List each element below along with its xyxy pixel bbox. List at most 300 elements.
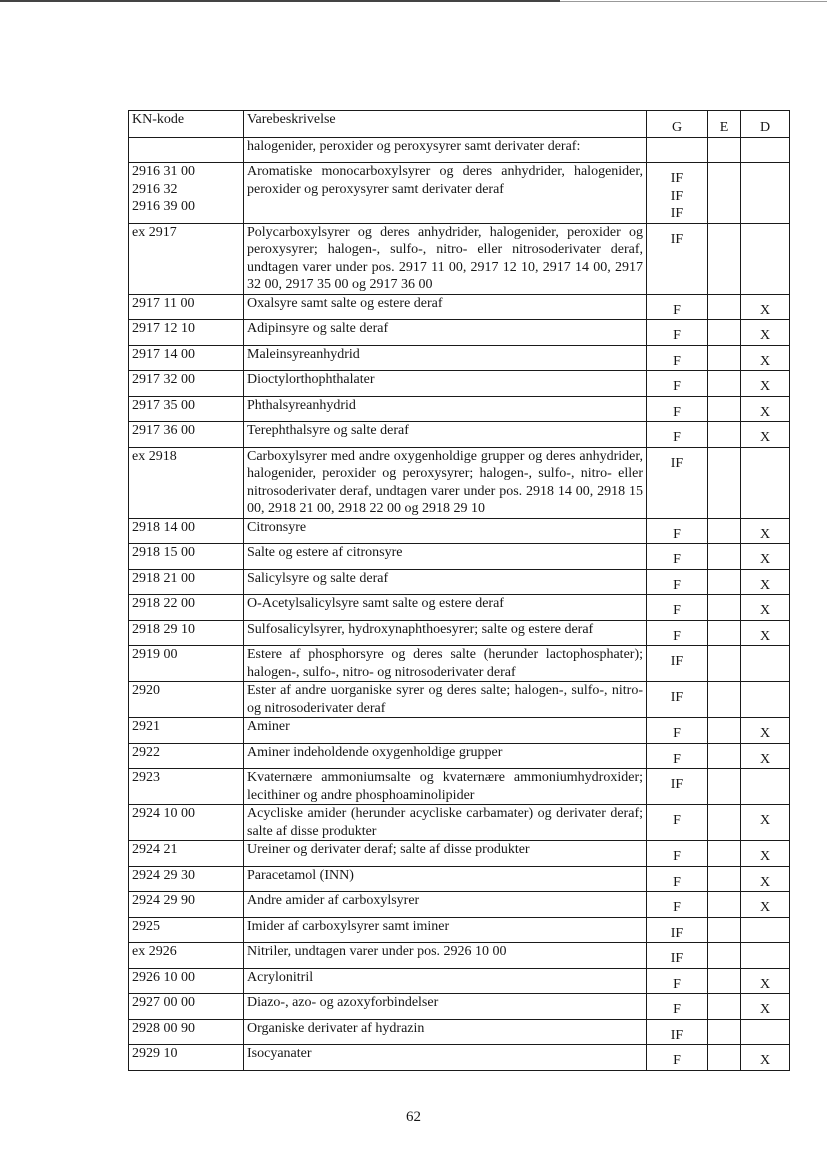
table-row (129, 718, 790, 744)
e-cell (708, 968, 741, 994)
kn-code-cell (129, 294, 244, 320)
g-cell (647, 137, 708, 163)
description-cell: halogenider, peroxider og peroxysyrer samt derivater deraf: (244, 137, 647, 163)
kn-code-cell (129, 943, 244, 969)
d-value: X (759, 526, 771, 542)
table-row (129, 447, 790, 518)
kn-code-cell (129, 544, 244, 570)
g-cell (647, 841, 708, 867)
d-cell (741, 620, 790, 646)
header-d-label: D (759, 120, 771, 135)
d-value: X (759, 379, 771, 394)
table-row (129, 294, 790, 320)
kn-code: 2917 11 00 (132, 295, 195, 311)
g-cell (647, 544, 708, 570)
table-row (129, 163, 790, 224)
d-cell (741, 320, 790, 346)
g-value: F (673, 302, 681, 318)
g-values (650, 170, 704, 223)
e-cell (708, 620, 741, 646)
table-row (129, 1045, 790, 1071)
kn-code-cell (129, 968, 244, 994)
kn-code-cell (129, 345, 244, 371)
g-cell (647, 968, 708, 994)
g-values (650, 628, 704, 646)
g-value: IF (670, 455, 684, 471)
d-cell (741, 841, 790, 867)
table-row (129, 345, 790, 371)
d-cell (741, 943, 790, 969)
g-cell (647, 518, 708, 544)
kn-code: 2918 14 00 (132, 519, 195, 535)
g-cell (647, 1019, 708, 1045)
g-cell (647, 994, 708, 1020)
table-row (129, 544, 790, 570)
e-cell (708, 345, 741, 371)
kn-code: 2918 29 10 (132, 621, 195, 637)
d-cell (741, 917, 790, 943)
g-cell (647, 917, 708, 943)
d-value: X (759, 726, 771, 741)
e-cell (708, 544, 741, 570)
d-value: X (759, 302, 771, 318)
e-cell (708, 595, 741, 621)
e-cell (708, 841, 741, 867)
kn-code-cell (129, 1019, 244, 1045)
kn-code-cell (129, 595, 244, 621)
d-cell (741, 569, 790, 595)
d-cell (741, 682, 790, 718)
kn-code: 2917 14 00 (132, 346, 195, 362)
header-description: Varebeskrivelse (244, 111, 647, 138)
d-value: X (759, 1053, 771, 1068)
g-value: F (673, 976, 681, 992)
g-cell (647, 345, 708, 371)
kn-code: 2924 29 90 (132, 893, 195, 908)
description-cell: Adipinsyre og salte deraf (244, 320, 647, 346)
description-cell: Carboxylsyrer med andre oxygenholdige grupper og deres anhydrider, halogenider, peroxider og peroxysyrer; halogen-, sulfo-, nitro- eller nitrosoderivater deraf, undtagen varer under pos. 2918 14 00, 2918 15 00, 2918 21 00, 2918 22 00 og 2918 29 10 (244, 447, 647, 518)
description-cell: Acrylonitril (244, 968, 647, 994)
e-cell (708, 422, 741, 448)
kn-code: 2919 00 (132, 647, 178, 662)
g-value: IF (670, 654, 684, 669)
d-value: X (759, 751, 771, 767)
kn-code: 2922 (132, 744, 160, 760)
kn-code: 2917 35 00 (132, 397, 195, 413)
g-value: F (673, 404, 681, 420)
e-cell (708, 769, 741, 805)
description-cell: Aminer (244, 718, 647, 744)
e-cell (708, 569, 741, 595)
kn-code-cell (129, 841, 244, 867)
g-value: F (673, 379, 681, 394)
g-cell (647, 595, 708, 621)
g-values (650, 1052, 704, 1070)
g-cell (647, 682, 708, 718)
e-cell (708, 320, 741, 346)
page-number: 62 (406, 1109, 421, 1125)
table-row (129, 518, 790, 544)
g-values (650, 1001, 704, 1019)
g-values (650, 725, 704, 743)
e-cell (708, 396, 741, 422)
table-row (129, 769, 790, 805)
kn-code-cell (129, 396, 244, 422)
e-cell (708, 1045, 741, 1071)
d-value: X (759, 552, 771, 567)
kn-code: 2917 36 00 (132, 423, 195, 438)
e-cell (708, 163, 741, 224)
g-cell (647, 163, 708, 224)
g-cell (647, 943, 708, 969)
g-values (650, 602, 704, 620)
d-cell (741, 892, 790, 918)
g-cell (647, 447, 708, 518)
header-g-label: G (671, 120, 683, 135)
kn-code-cell (129, 320, 244, 346)
description-cell: Ureiner og derivater deraf; salte af disse produkter (244, 841, 647, 867)
description-cell: Polycarboxylsyrer og deres anhydrider, halogenider, peroxider og peroxysyrer; halogen-, sulfo-, nitro- eller nitrosoderivater deraf, undtagen varer under pos. 2917 11 00, 2917 12 10, 2917 14 00, 2917 32 00, 2917 35 00 og 2917 36 00 (244, 223, 647, 294)
g-values (650, 404, 704, 422)
table-row (129, 223, 790, 294)
e-cell (708, 371, 741, 397)
header-kn-code: KN-kode (129, 111, 244, 138)
kn-code-cell (129, 743, 244, 769)
d-value: X (759, 976, 771, 992)
g-cell (647, 396, 708, 422)
kn-code-cell (129, 569, 244, 595)
description-cell: Sulfosalicylsyrer, hydroxynaphthoesyrer; salte og estere deraf (244, 620, 647, 646)
kn-code-cell (129, 620, 244, 646)
kn-code-cell (129, 137, 244, 163)
kn-code: 2920 (132, 683, 160, 698)
g-value: F (673, 726, 681, 741)
header-e (708, 111, 741, 138)
description-cell: Terephthalsyre og salte deraf (244, 422, 647, 448)
g-values (650, 812, 704, 830)
description-cell: Salicylsyre og salte deraf (244, 569, 647, 595)
kn-code-cell (129, 518, 244, 544)
description-cell: Acycliske amider (herunder acycliske carbamater) og derivater deraf; salte af disse produkter (244, 805, 647, 841)
g-value: F (673, 328, 681, 343)
kn-code: 2917 12 10 (132, 321, 195, 336)
d-cell (741, 137, 790, 163)
d-value: X (759, 1002, 771, 1017)
table-row (129, 866, 790, 892)
kn-code-cell (129, 447, 244, 518)
kn-code-cell (129, 769, 244, 805)
d-cell (741, 345, 790, 371)
d-value: X (759, 353, 771, 369)
description-cell: Organiske derivater af hydrazin (244, 1019, 647, 1045)
g-value: F (673, 751, 681, 767)
d-cell (741, 294, 790, 320)
d-cell (741, 422, 790, 448)
kn-code-table (128, 110, 790, 1071)
d-value: X (759, 430, 771, 445)
d-cell (741, 805, 790, 841)
description-cell: Aminer indeholdende oxygenholdige grupper (244, 743, 647, 769)
g-value: IF (670, 171, 684, 186)
description-cell: Phthalsyreanhydrid (244, 396, 647, 422)
g-values (650, 353, 704, 371)
g-value: IF (670, 925, 684, 941)
g-values (650, 976, 704, 994)
g-cell (647, 620, 708, 646)
g-value: F (673, 430, 681, 445)
kn-code-cell (129, 917, 244, 943)
description-cell: Kvaternære ammoniumsalte og kvaternære ammoniumhydroxider; lecithiner og andre phosphoaminolipider (244, 769, 647, 805)
g-values (650, 526, 704, 544)
d-cell (741, 866, 790, 892)
kn-code-cell (129, 422, 244, 448)
g-values (650, 302, 704, 320)
g-cell (647, 422, 708, 448)
description-cell: Salte og estere af citronsyre (244, 544, 647, 570)
g-value: F (673, 526, 681, 542)
e-cell (708, 866, 741, 892)
e-cell (708, 743, 741, 769)
description-cell: Diazo-, azo- og azoxyforbindelser (244, 994, 647, 1020)
e-cell (708, 646, 741, 682)
kn-code-cell (129, 682, 244, 718)
kn-code-cell (129, 1045, 244, 1071)
description-cell: Dioctylorthophthalater (244, 371, 647, 397)
g-values (650, 925, 704, 943)
kn-code: 2918 22 00 (132, 596, 195, 611)
table-row (129, 805, 790, 841)
kn-code: 2924 29 30 (132, 867, 195, 883)
d-cell (741, 1019, 790, 1045)
g-value: F (673, 874, 681, 890)
kn-code-cell (129, 805, 244, 841)
d-cell (741, 743, 790, 769)
table-row (129, 620, 790, 646)
kn-code: 2916 31 00 (132, 164, 195, 179)
g-value: F (673, 1002, 681, 1017)
g-values (650, 776, 704, 794)
table-row (129, 917, 790, 943)
d-value: X (759, 577, 771, 593)
header-d (741, 111, 790, 138)
kn-code: 2924 10 00 (132, 806, 195, 821)
d-cell (741, 163, 790, 224)
g-cell (647, 805, 708, 841)
g-value: F (673, 900, 681, 915)
d-value: X (759, 603, 771, 618)
table-row (129, 968, 790, 994)
table-row (129, 422, 790, 448)
d-value: X (759, 813, 771, 828)
g-cell (647, 569, 708, 595)
header-g (647, 111, 708, 138)
g-value: IF (670, 690, 684, 705)
e-cell (708, 892, 741, 918)
kn-code-cell (129, 163, 244, 224)
description-cell: Isocyanater (244, 1045, 647, 1071)
g-value: F (673, 552, 681, 567)
g-cell (647, 294, 708, 320)
kn-code: 2918 21 00 (132, 570, 195, 586)
kn-code: 2926 10 00 (132, 969, 195, 985)
g-values (650, 145, 704, 163)
kn-code: 2927 00 00 (132, 995, 195, 1010)
table-row (129, 371, 790, 397)
table-row (129, 682, 790, 718)
description-cell: Imider af carboxylsyrer samt iminer (244, 917, 647, 943)
g-value: IF (670, 231, 684, 247)
g-values (650, 950, 704, 968)
e-cell (708, 518, 741, 544)
table-row (129, 646, 790, 682)
table-row (129, 994, 790, 1020)
g-cell (647, 371, 708, 397)
d-value: X (759, 874, 771, 890)
header-e-label: E (719, 120, 729, 135)
g-value: IF (670, 777, 684, 792)
kn-code: 2929 10 (132, 1046, 178, 1061)
g-values (650, 1027, 704, 1045)
kn-code: 2923 (132, 770, 160, 785)
g-cell (647, 320, 708, 346)
d-value: X (759, 849, 771, 864)
e-cell (708, 1019, 741, 1045)
d-value: X (759, 628, 771, 644)
d-cell (741, 646, 790, 682)
kn-code: 2917 32 00 (132, 372, 195, 387)
description-cell: Estere af phosphorsyre og deres salte (herunder lactophosphater); halogen-, sulfo-, nitro- og nitrosoderivater deraf (244, 646, 647, 682)
g-values (650, 327, 704, 345)
table-header-row (129, 111, 790, 138)
g-cell (647, 892, 708, 918)
e-cell (708, 805, 741, 841)
description-cell: Ester af andre uorganiske syrer og deres salte; halogen-, sulfo-, nitro- og nitrosoderivater deraf (244, 682, 647, 718)
kn-code-cell (129, 646, 244, 682)
g-cell (647, 718, 708, 744)
g-value: F (673, 813, 681, 828)
e-cell (708, 994, 741, 1020)
g-values (650, 899, 704, 917)
g-cell (647, 866, 708, 892)
kn-code (132, 138, 240, 156)
g-values (650, 689, 704, 707)
description-cell: Oxalsyre samt salte og estere deraf (244, 294, 647, 320)
e-cell (708, 682, 741, 718)
d-cell (741, 769, 790, 805)
kn-code: 2916 32 (132, 181, 178, 197)
kn-code: 2921 (132, 719, 160, 734)
e-cell (708, 943, 741, 969)
kn-code: 2924 21 (132, 842, 178, 857)
g-cell (647, 646, 708, 682)
table-row (129, 943, 790, 969)
kn-code-cell (129, 994, 244, 1020)
g-value: F (673, 849, 681, 864)
g-value: F (673, 353, 681, 369)
kn-code-cell (129, 892, 244, 918)
scan-edge-line (0, 0, 560, 2)
g-value: F (673, 1053, 681, 1068)
g-values (650, 551, 704, 569)
kn-code: ex 2926 (132, 944, 177, 959)
g-values (650, 429, 704, 447)
d-cell (741, 1045, 790, 1071)
d-cell (741, 371, 790, 397)
e-cell (708, 137, 741, 163)
table-row (129, 841, 790, 867)
g-value: IF (670, 1027, 684, 1043)
table-row (129, 892, 790, 918)
kn-code: ex 2917 (132, 224, 177, 240)
d-cell (741, 223, 790, 294)
d-cell (741, 518, 790, 544)
g-values (650, 455, 704, 473)
table-row (129, 743, 790, 769)
e-cell (708, 447, 741, 518)
d-value: X (759, 900, 771, 915)
d-value: X (759, 328, 771, 343)
g-cell (647, 1045, 708, 1071)
kn-code: 2928 00 90 (132, 1020, 195, 1036)
g-values (650, 653, 704, 671)
g-cell (647, 769, 708, 805)
e-cell (708, 718, 741, 744)
g-cell (647, 743, 708, 769)
scan-edge-line-faint (560, 1, 827, 2)
d-cell (741, 396, 790, 422)
g-value: F (673, 603, 681, 618)
g-values (650, 848, 704, 866)
g-values (650, 378, 704, 396)
kn-code: ex 2918 (132, 448, 177, 464)
kn-code: 2918 15 00 (132, 545, 195, 560)
kn-code-cell (129, 223, 244, 294)
d-cell (741, 447, 790, 518)
table-row (129, 569, 790, 595)
d-cell (741, 994, 790, 1020)
kn-code-cell (129, 718, 244, 744)
g-value: IF (670, 188, 684, 204)
kn-code-cell (129, 866, 244, 892)
description-cell: O-Acetylsalicylsyre samt salte og estere deraf (244, 595, 647, 621)
d-value: X (759, 404, 771, 420)
kn-code: 2916 39 00 (132, 199, 195, 214)
table-row (129, 1019, 790, 1045)
g-cell (647, 223, 708, 294)
description-cell: Andre amider af carboxylsyrer (244, 892, 647, 918)
kn-code-cell (129, 371, 244, 397)
d-cell (741, 544, 790, 570)
g-values (650, 874, 704, 892)
d-cell (741, 718, 790, 744)
description-cell: Nitriler, undtagen varer under pos. 2926 10 00 (244, 943, 647, 969)
e-cell (708, 223, 741, 294)
d-cell (741, 968, 790, 994)
table-row (129, 595, 790, 621)
description-cell: Paracetamol (INN) (244, 866, 647, 892)
g-value (650, 145, 704, 163)
kn-code: 2925 (132, 918, 160, 934)
table-row (129, 320, 790, 346)
description-cell: Maleinsyreanhydrid (244, 345, 647, 371)
d-cell (741, 595, 790, 621)
description-cell: Aromatiske monocarboxylsyrer og deres anhydrider, halogenider, peroxider og peroxysyrer samt derivater deraf (244, 163, 647, 224)
g-values (650, 231, 704, 249)
g-values (650, 577, 704, 595)
e-cell (708, 917, 741, 943)
table-row (129, 396, 790, 422)
g-value: IF (670, 206, 684, 221)
